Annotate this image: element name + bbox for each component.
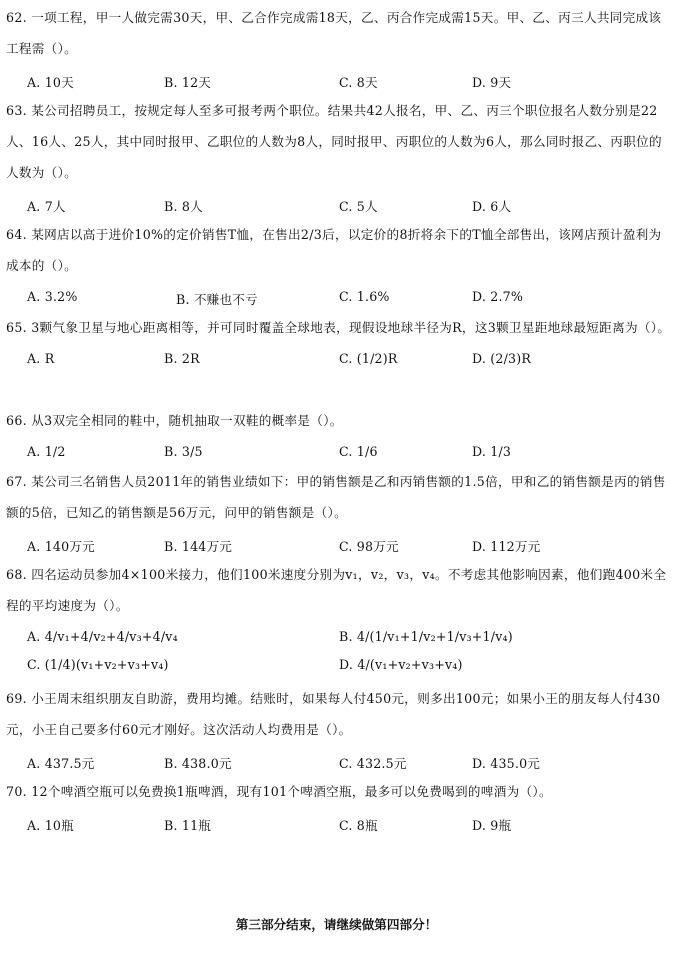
question-64 [6,219,672,313]
options-row [6,285,672,313]
option-d: D. 9瓶 [472,818,512,833]
options-row [6,440,672,468]
option-b: B. 11瓶 [164,818,212,833]
question-stem: 65. 3颗气象卫星与地心距离相等，并可同时覆盖全球地表，现假设地球半径为R，这3颗卫星距地球最短距离为（）。 [6,320,671,335]
question-66 [6,405,672,468]
option-a: A. 1/2 [27,444,66,459]
option-b: B. 4/(1/v₁+1/v₂+1/v₃+1/v₄) [339,629,513,644]
option-d: D. 435.0元 [472,756,541,771]
question-67 [6,466,672,560]
options-row [6,653,672,681]
option-a: A. 437.5元 [27,756,95,771]
options-row [6,68,672,96]
option-c: C. 8天 [339,75,378,90]
options-row [6,347,672,375]
option-b: B. 不赚也不亏 [176,292,258,307]
option-a: A. 140万元 [27,539,95,554]
options-row [6,192,672,220]
option-b: B. 144万元 [164,539,233,554]
option-c: C. 8瓶 [339,818,378,833]
option-a: A. 7人 [27,199,66,214]
option-d: D. 112万元 [472,539,541,554]
option-d: D. 6人 [472,199,512,214]
section-end-notice: 第三部分结束，请继续做第四部分！ [235,917,438,932]
question-68 [6,559,672,681]
option-d: D. 1/3 [472,444,512,459]
option-b: B. 12天 [164,75,212,90]
question-stem: 64. 某网店以高于进价10%的定价销售T恤，在售出2/3后，以定价的8折将余下的T恤全部售出，该网店预计盈利为成本的（）。 [6,227,662,273]
option-a: A. 3.2% [27,289,78,304]
option-d: D. (2/3)R [472,351,532,366]
question-stem: 62. 一项工程，甲一人做完需30天，甲、乙合作完成需18天，乙、丙合作完成需15天。甲、乙、丙三人共同完成该工程需（）。 [6,10,662,56]
option-a: A. 10瓶 [27,818,74,833]
options-row [6,811,672,839]
option-d: D. 9天 [472,75,512,90]
question-stem: 66. 从3双完全相同的鞋中，随机抽取一双鞋的概率是（）。 [6,413,343,428]
question-62 [6,2,672,96]
question-stem: 70. 12个啤酒空瓶可以免费换1瓶啤酒，现有101个啤酒空瓶，最多可以免费喝到的啤酒为（）。 [6,784,552,799]
option-c: C. 1/6 [339,444,378,459]
question-63 [6,95,672,220]
option-c: C. 432.5元 [339,756,407,771]
option-d: D. 2.7% [472,289,524,304]
question-65 [6,312,672,375]
option-c: C. (1/2)R [339,351,398,366]
option-c: C. 5人 [339,199,378,214]
option-b: B. 2R [164,351,200,366]
option-b: B. 3/5 [164,444,203,459]
question-stem: 67. 某公司三名销售人员2011年的销售业绩如下：甲的销售额是乙和丙销售额的1.5倍，甲和乙的销售额是丙的销售额的5倍，已知乙的销售额是56万元，问甲的销售额是（）。 [6,474,666,520]
option-a: A. 10天 [27,75,74,90]
option-a: A. 4/v₁+4/v₂+4/v₃+4/v₄ [27,629,178,644]
question-stem: 69. 小王周末组织朋友自助游，费用均摊。结账时，如果每人付450元，则多出100元；如果小王的朋友每人付430元，小王自己要多付60元才刚好。这次活动人均费用是（）。 [6,691,661,737]
option-c: C. 1.6% [339,289,390,304]
question-stem: 68. 四名运动员参加4×100米接力，他们100米速度分别为v₁，v₂，v₃，v₄。不考虑其他影响因素，他们跑400米全程的平均速度为（）。 [6,567,667,613]
option-a: A. R [27,351,55,366]
option-d: D. 4/(v₁+v₂+v₃+v₄) [339,657,463,672]
options-row [6,532,672,560]
option-c: C. 98万元 [339,539,399,554]
question-70 [6,776,672,839]
question-69 [6,683,672,777]
option-b: B. 438.0元 [164,756,232,771]
option-b: B. 8人 [164,199,203,214]
options-row [6,625,672,653]
question-stem: 63. 某公司招聘员工，按规定每人至多可报考两个职位。结果共42人报名，甲、乙、丙三个职位报名人数分别是22人、16人、25人，其中同时报甲、乙职位的人数为8人，同时报甲、丙职位的人数为6人，那么同时报乙、丙职位的人数为（）。 [6,103,662,180]
options-row [6,749,672,777]
option-c: C. (1/4)(v₁+v₂+v₃+v₄) [27,657,169,672]
